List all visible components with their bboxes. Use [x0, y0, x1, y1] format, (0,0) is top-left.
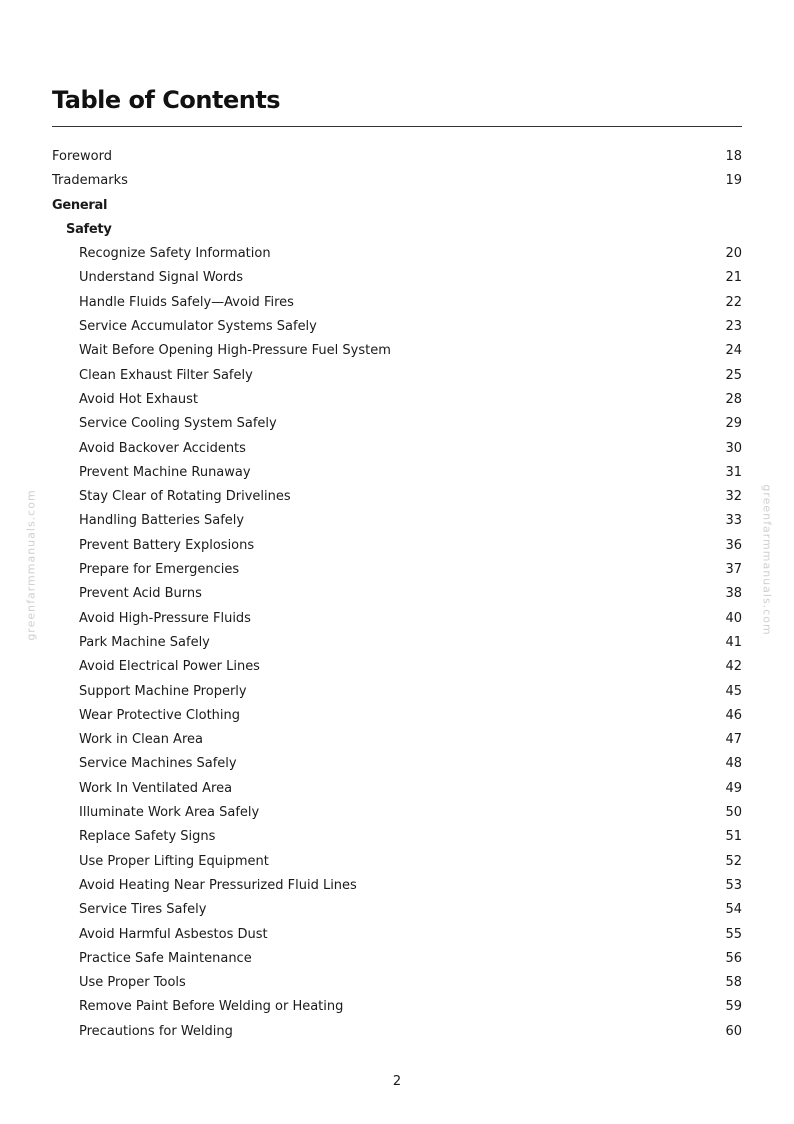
toc-entry-page: 28	[725, 391, 742, 407]
toc-entry-page: 25	[725, 367, 742, 383]
toc-entry-label: Safety	[66, 221, 112, 237]
toc-entry-label: Recognize Safety Information	[79, 246, 271, 262]
toc-entry-page: 32	[725, 489, 742, 505]
toc-entry-page: 60	[725, 1023, 742, 1039]
toc-entry-page: 58	[725, 975, 742, 991]
toc-entry-page: 23	[725, 319, 742, 335]
toc-entry[interactable]	[52, 801, 742, 825]
toc-entry-label: Use Proper Tools	[79, 975, 186, 991]
toc-entry-page: 41	[725, 634, 742, 650]
toc-entry[interactable]	[52, 145, 742, 169]
toc-entry-label: Stay Clear of Rotating Drivelines	[79, 489, 291, 505]
toc-entry[interactable]	[52, 364, 742, 388]
toc-entry[interactable]	[52, 874, 742, 898]
toc-entry[interactable]	[52, 631, 742, 655]
toc-entry-label: Clean Exhaust Filter Safely	[79, 367, 253, 383]
toc-entry[interactable]	[52, 680, 742, 704]
toc-entry-page: 46	[725, 707, 742, 723]
page-title: Table of Contents	[52, 86, 281, 114]
toc-entry-label: Handling Batteries Safely	[79, 513, 245, 529]
toc-entry[interactable]	[52, 412, 742, 436]
toc-entry-label: Wear Protective Clothing	[79, 707, 241, 723]
toc-entry-page: 22	[725, 294, 742, 310]
toc-entry[interactable]	[52, 607, 742, 631]
toc-entry[interactable]	[52, 485, 742, 509]
title-divider	[52, 126, 742, 127]
toc-entry-label: Practice Safe Maintenance	[79, 950, 252, 966]
toc-entry-page: 50	[725, 805, 742, 821]
toc-entry-label: Avoid Backover Accidents	[79, 440, 246, 456]
toc-entry-page: 21	[725, 270, 742, 286]
toc-entry-label: Wait Before Opening High-Pressure Fuel System	[79, 343, 391, 359]
toc-section-heading[interactable]	[52, 218, 742, 242]
watermark-left: greenfarmmanuals.com	[24, 489, 38, 641]
toc-entry-page: 33	[725, 513, 742, 529]
toc-entry[interactable]	[52, 655, 742, 679]
toc-entry-page: 38	[725, 586, 742, 602]
toc-entry-page: 52	[725, 853, 742, 869]
toc-entry[interactable]	[52, 558, 742, 582]
toc-entry-page: 24	[725, 343, 742, 359]
toc-entry[interactable]	[52, 728, 742, 752]
toc-entry-page: 42	[725, 659, 742, 675]
toc-entry-label: Prevent Machine Runaway	[79, 464, 251, 480]
toc-entry-page: 30	[725, 440, 742, 456]
toc-entry[interactable]	[52, 534, 742, 558]
toc-entry[interactable]	[52, 509, 742, 533]
toc-entry-page: 36	[725, 537, 742, 553]
toc-entry[interactable]	[52, 850, 742, 874]
toc-entry-page: 55	[725, 926, 742, 942]
toc-entry-label: Avoid Electrical Power Lines	[79, 659, 260, 675]
toc-entry-page: 31	[725, 464, 742, 480]
toc-entry-label: Handle Fluids Safely—Avoid Fires	[79, 294, 294, 310]
toc-entry[interactable]	[52, 704, 742, 728]
toc-list	[52, 145, 742, 1044]
toc-entry-page: 59	[725, 999, 742, 1015]
toc-entry-label: Avoid Harmful Asbestos Dust	[79, 926, 268, 942]
toc-entry-label: Avoid High-Pressure Fluids	[79, 610, 251, 626]
toc-entry-label: Trademarks	[52, 173, 128, 189]
toc-entry[interactable]	[52, 291, 742, 315]
toc-entry-label: Prepare for Emergencies	[79, 562, 240, 578]
toc-entry-label: Avoid Hot Exhaust	[79, 391, 198, 407]
toc-entry[interactable]	[52, 169, 742, 193]
toc-entry-page: 20	[725, 246, 742, 262]
toc-entry-label: Service Tires Safely	[79, 902, 207, 918]
toc-entry-label: Prevent Battery Explosions	[79, 537, 255, 553]
toc-entry-label: Use Proper Lifting Equipment	[79, 853, 269, 869]
toc-entry-label: Support Machine Properly	[79, 683, 247, 699]
toc-entry-page: 54	[725, 902, 742, 918]
toc-entry[interactable]	[52, 437, 742, 461]
toc-entry[interactable]	[52, 315, 742, 339]
toc-entry-label: Park Machine Safely	[79, 634, 210, 650]
toc-entry-label: Avoid Heating Near Pressurized Fluid Lines	[79, 877, 357, 893]
toc-entry[interactable]	[52, 898, 742, 922]
toc-entry-label: Precautions for Welding	[79, 1023, 233, 1039]
toc-entry-label: Service Machines Safely	[79, 756, 237, 772]
toc-entry[interactable]	[52, 1020, 742, 1044]
toc-entry[interactable]	[52, 461, 742, 485]
watermark-right: greenfarmmanuals.com	[760, 484, 774, 636]
toc-entry-page: 29	[725, 416, 742, 432]
toc-entry-label: Prevent Acid Burns	[79, 586, 202, 602]
toc-entry-page: 37	[725, 562, 742, 578]
toc-entry[interactable]	[52, 242, 742, 266]
toc-entry-page: 45	[725, 683, 742, 699]
toc-entry-label: Remove Paint Before Welding or Heating	[79, 999, 344, 1015]
toc-entry[interactable]	[52, 266, 742, 290]
toc-entry[interactable]	[52, 388, 742, 412]
toc-entry-label: Understand Signal Words	[79, 270, 244, 286]
toc-section-heading[interactable]	[52, 194, 742, 218]
toc-entry[interactable]	[52, 777, 742, 801]
toc-entry[interactable]	[52, 339, 742, 363]
toc-entry[interactable]	[52, 752, 742, 776]
toc-entry[interactable]	[52, 582, 742, 606]
toc-entry-page: 56	[725, 950, 742, 966]
toc-entry[interactable]	[52, 971, 742, 995]
toc-entry-page: 49	[725, 780, 742, 796]
toc-entry[interactable]	[52, 947, 742, 971]
toc-entry[interactable]	[52, 995, 742, 1019]
toc-entry-page: 40	[725, 610, 742, 626]
toc-entry-page: 18	[725, 149, 742, 164]
toc-entry-page: 48	[725, 756, 742, 772]
toc-entry-page: 53	[725, 877, 742, 893]
toc-entry-label: General	[52, 197, 108, 213]
page-number: 2	[392, 1074, 402, 1089]
toc-entry-page: 19	[725, 173, 742, 189]
toc-entry-label: Service Cooling System Safely	[79, 416, 277, 432]
toc-entry[interactable]	[52, 825, 742, 849]
toc-entry[interactable]	[52, 923, 742, 947]
toc-entry-page: 51	[725, 829, 742, 845]
toc-entry-label: Work in Clean Area	[79, 732, 203, 748]
toc-entry-label: Work In Ventilated Area	[79, 780, 233, 796]
toc-entry-label: Replace Safety Signs	[79, 829, 216, 845]
toc-entry-label: Illuminate Work Area Safely	[79, 805, 260, 821]
toc-entry-page: 47	[725, 732, 742, 748]
toc-entry-label: Service Accumulator Systems Safely	[79, 319, 317, 335]
toc-entry-label: Foreword	[52, 149, 112, 164]
